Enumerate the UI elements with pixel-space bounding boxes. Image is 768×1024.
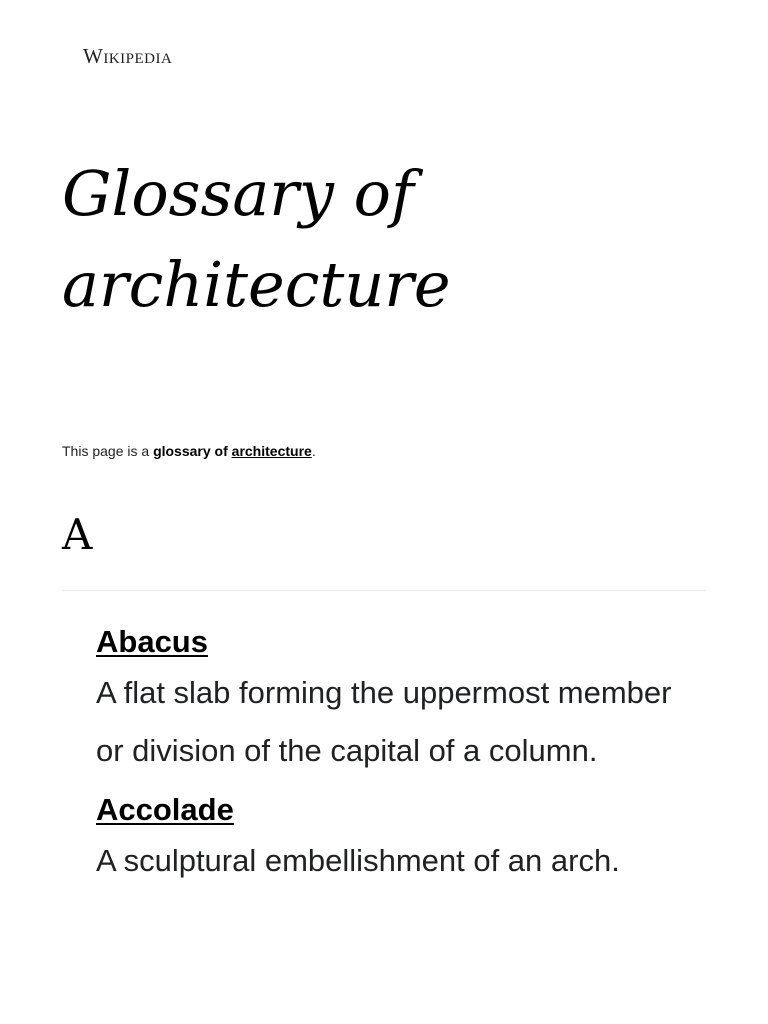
section-divider	[62, 590, 706, 591]
glossary-term	[96, 620, 696, 664]
glossary-definition: A sculptural embellishment of an arch.	[96, 843, 620, 878]
glossary-term	[96, 788, 696, 832]
section-heading-a: A	[62, 510, 93, 559]
glossary-list	[96, 620, 696, 898]
intro-paragraph	[62, 440, 316, 462]
site-header	[83, 40, 172, 72]
wikipedia-wordmark-logo[interactable]: Wikipedia	[83, 44, 173, 68]
term-link-abacus[interactable]: Abacus	[96, 624, 208, 659]
term-link-accolade[interactable]: Accolade	[96, 792, 234, 827]
page-title: Glossary of architecture	[62, 157, 451, 321]
architecture-link[interactable]: architecture	[231, 443, 312, 459]
intro-prefix: This page is a	[62, 443, 154, 459]
glossary-definition: A flat slab forming the uppermost member or division of the capital of a column.	[96, 675, 672, 768]
intro-bold-text: glossary of	[153, 443, 232, 459]
intro-suffix: .	[311, 443, 316, 459]
